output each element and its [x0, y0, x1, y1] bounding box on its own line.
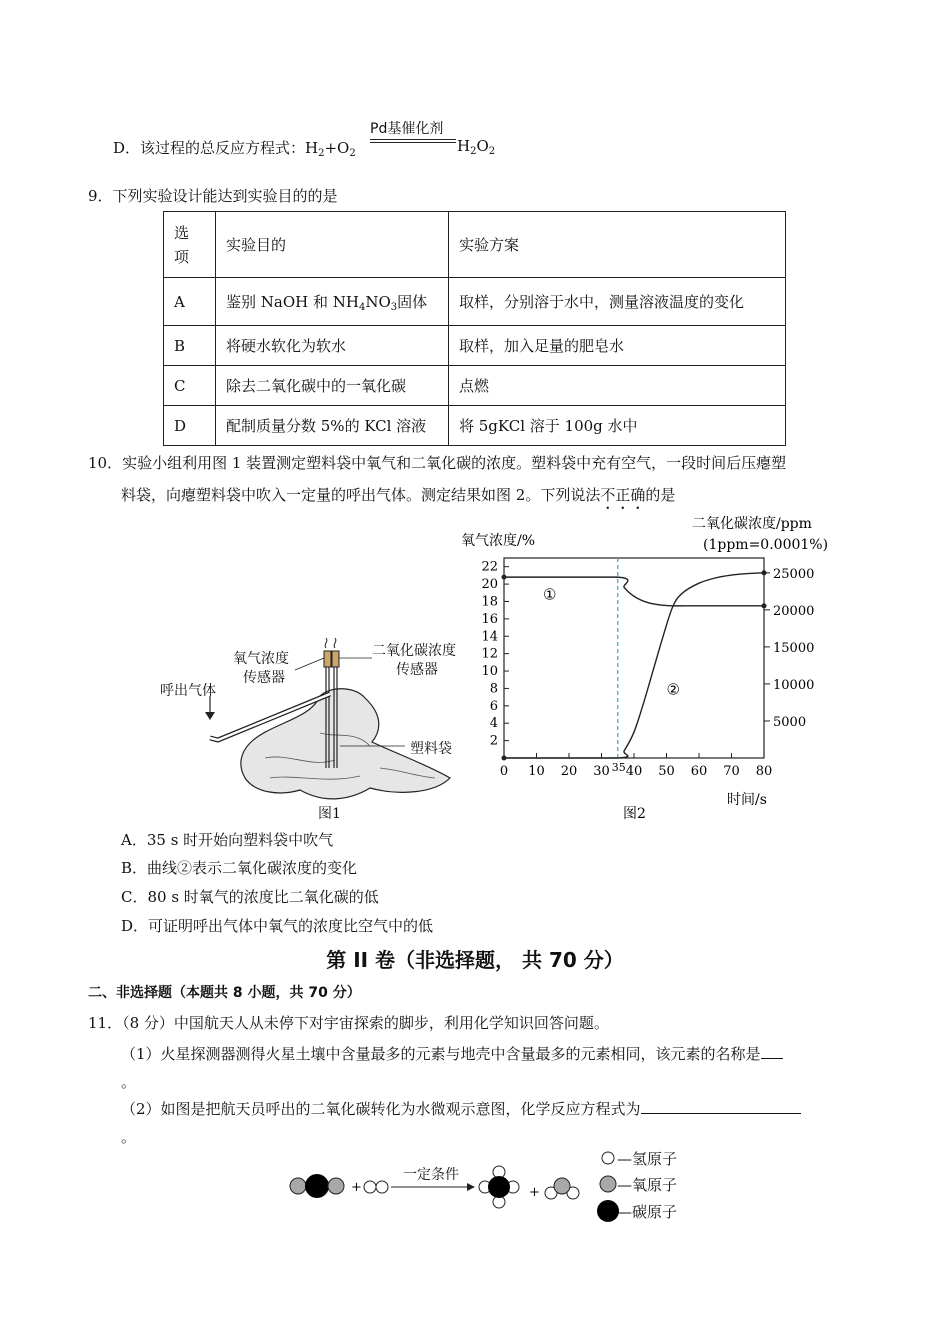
- oxygen-atom: [328, 1178, 344, 1194]
- cell-option: A: [164, 278, 216, 326]
- legend-oxygen-atom: [600, 1176, 616, 1192]
- series-end-marker: [762, 570, 767, 575]
- y-left-axis-label: 氧气浓度/%: [461, 533, 536, 549]
- x-tick-label: 50: [658, 764, 675, 779]
- y-left-tick-label: 14: [481, 629, 498, 645]
- y-left-tick-label: 12: [481, 646, 498, 662]
- label-co2-sensor-1: 二氧化碳浓度: [372, 643, 456, 659]
- x-tick-label: 40: [625, 764, 643, 779]
- series-end-marker: [762, 603, 767, 608]
- table-header-row: [164, 212, 786, 278]
- table-row: [164, 278, 786, 326]
- y-left-tick-label: 10: [481, 664, 498, 680]
- x-tick-label: 80: [755, 764, 773, 779]
- q10-line2-a: 料袋，向瘪塑料袋中吹入一定量的呼出气体。测定结果如图 2。下列说法: [121, 486, 601, 504]
- figure-2-chart: [455, 512, 840, 827]
- x-tick-label: 0: [499, 764, 509, 779]
- y-right-axis-label-1: 二氧化碳浓度/ppm: [692, 516, 812, 532]
- answer-blank-2[interactable]: [641, 1099, 801, 1114]
- legend-hydrogen-atom: [602, 1152, 614, 1164]
- y-left-tick-label: 4: [489, 716, 498, 732]
- hydrogen-atom: [364, 1181, 376, 1193]
- chart-caption: 图2: [623, 806, 646, 822]
- cell-option: C: [164, 366, 216, 406]
- y-left-tick-label: 22: [481, 559, 498, 575]
- q10-line2-c: 的是: [645, 486, 676, 504]
- subscript: 3: [390, 301, 398, 313]
- exhaled-arrow-head: [205, 712, 215, 720]
- series-label-1: ①: [543, 585, 557, 604]
- cell-purpose: [216, 278, 449, 326]
- experiment-table: [163, 211, 786, 446]
- purpose-b: NO: [365, 292, 391, 311]
- cell-plan: 取样，分别溶于水中，测量溶液温度的变化: [449, 278, 786, 326]
- legend-carbon-atom: [597, 1200, 619, 1222]
- q11-part1-text: （1）火星探测器测得火星土壤中含量最多的元素与地壳中含量最多的元素相同，该元素的名称是: [121, 1045, 761, 1063]
- label-exhaled-gas: 呼出气体: [160, 683, 216, 699]
- q10-option-b: B．曲线②表示二氧化碳浓度的变化: [121, 859, 358, 877]
- q10-option-d: D．可证明呼出气体中氧气的浓度比空气中的低: [121, 917, 434, 935]
- plus-sign: +: [351, 1180, 362, 1195]
- cell-option: B: [164, 326, 216, 366]
- legend-oxygen-label: —氧原子: [617, 1176, 678, 1194]
- oxygen-atom: [554, 1178, 570, 1194]
- q11-stem: 11．（8 分）中国航天人从未停下对宇宙探索的脚步，利用化学知识回答问题。: [88, 1014, 609, 1032]
- carbon-atom: [305, 1174, 329, 1198]
- product-o: O: [476, 137, 489, 155]
- reaction-arrow-head: [467, 1183, 475, 1191]
- q8-d-prefix: D．该过程的总反应方程式：H: [113, 139, 319, 157]
- y-right-tick-label: 25000: [773, 566, 815, 582]
- x-tick-label: 30: [593, 764, 610, 779]
- purpose-c: 固体: [397, 292, 428, 311]
- oxygen-atom: [290, 1178, 306, 1194]
- x-tick-label-extra: 35: [611, 761, 626, 774]
- label-o2-sensor-2: 传感器: [243, 670, 285, 686]
- x-tick-label: 70: [723, 764, 740, 779]
- q10-line2: [121, 484, 675, 513]
- emphasized-not-correct: 不正确: [600, 486, 646, 504]
- header-option: [164, 212, 216, 278]
- cell-plan: 点燃: [449, 366, 786, 406]
- legend-hydrogen-label: —氢原子: [617, 1150, 678, 1168]
- subscript: 2: [488, 146, 496, 157]
- cell-plan: 取样，加入足量的肥皂水: [449, 326, 786, 366]
- x-tick-label: 60: [690, 764, 708, 779]
- subscript: 2: [470, 146, 477, 157]
- y-right-tick-label: 20000: [773, 603, 815, 619]
- label-co2-sensor-2: 传感器: [396, 662, 438, 678]
- section-2-title: 第 II 卷（非选择题， 共 70 分）: [326, 948, 624, 972]
- answer-blank-1[interactable]: [761, 1044, 783, 1059]
- cell-plan: 将 5gKCl 溶于 100g 水中: [449, 406, 786, 446]
- q11-part1-end: 。: [121, 1073, 137, 1091]
- q8-d-product: [457, 137, 495, 157]
- q11-part2: [121, 1098, 801, 1119]
- q10-option-c: C．80 s 时氧气的浓度比二氧化碳的低: [121, 888, 379, 906]
- subscript: 2: [349, 148, 356, 159]
- header-plan: 实验方案: [449, 212, 786, 278]
- series-label-2: ②: [666, 680, 680, 699]
- purpose-a: 鉴别 NaOH 和 NH: [226, 292, 359, 311]
- o2-sensor-head: [324, 651, 331, 667]
- y-right-tick-label: 5000: [773, 714, 807, 730]
- header-option-line2: 项: [174, 247, 190, 266]
- y-left-tick-label: 6: [489, 698, 498, 714]
- q10-option-a: A．35 s 时开始向塑料袋中吹气: [121, 831, 334, 849]
- reaction-line-top: [370, 139, 456, 140]
- header-option-line1: 选: [174, 223, 190, 242]
- table-row: [164, 406, 786, 446]
- sensor-wires: [325, 638, 336, 648]
- table-row: [164, 326, 786, 366]
- y-left-tick-label: 20: [481, 577, 498, 593]
- y-right-tick-label: 10000: [773, 677, 815, 693]
- y-right-tick-label: 15000: [773, 640, 815, 656]
- q11-part2-end: 。: [121, 1128, 137, 1146]
- reaction-condition: 一定条件: [403, 1167, 459, 1183]
- y-left-tick-label: 8: [489, 681, 498, 697]
- q8-d-mid: +O: [324, 139, 350, 157]
- series-start-marker: [502, 756, 507, 761]
- cell-purpose: 配制质量分数 5%的 KCl 溶液: [216, 406, 449, 446]
- plus-sign: +: [529, 1185, 540, 1200]
- q11-part1: [121, 1043, 783, 1064]
- x-tick-label: 20: [560, 764, 578, 779]
- cell-option: D: [164, 406, 216, 446]
- subscript: 4: [358, 301, 366, 313]
- y-left-tick-label: 16: [481, 611, 498, 627]
- table-row: [164, 366, 786, 406]
- y-left-tick-label: 18: [481, 594, 498, 610]
- carbon-atom: [488, 1176, 510, 1198]
- y-left-tick-label: 2: [489, 733, 498, 749]
- o2-leader: [295, 658, 324, 670]
- co2-sensor-head: [332, 651, 339, 667]
- series-start-marker: [502, 575, 507, 580]
- q11-part2-text: （2）如图是把航天员呼出的二氧化碳转化为水微观示意图，化学反应方程式为: [121, 1100, 641, 1118]
- section-2-header: 二、非选择题（本题共 8 小题，共 70 分）: [88, 985, 361, 1001]
- hydrogen-atom: [376, 1181, 388, 1193]
- subscript: 2: [318, 148, 325, 159]
- x-axis-label: 时间/s: [727, 792, 767, 808]
- catalyst-label: Pd基催化剂: [370, 121, 444, 137]
- q8-option-d: [113, 137, 356, 159]
- cell-purpose: 将硬水软化为软水: [216, 326, 449, 366]
- label-plastic-bag: 塑料袋: [410, 741, 452, 757]
- q10-line1: 10．实验小组利用图 1 装置测定塑料袋中氧气和二氧化碳的浓度。塑料袋中充有空气，一段时间后压瘪塑: [88, 454, 787, 472]
- figure-1-caption: 图1: [318, 806, 341, 822]
- reaction-line-bottom: [370, 142, 456, 143]
- legend-carbon-label: —碳原子: [617, 1203, 678, 1221]
- product-h: H: [457, 137, 471, 155]
- label-o2-sensor-1: 氧气浓度: [233, 651, 289, 667]
- cell-purpose: 除去二氧化碳中的一氧化碳: [216, 366, 449, 406]
- header-purpose: 实验目的: [216, 212, 449, 278]
- x-tick-label: 10: [528, 764, 545, 779]
- q9-stem: 9．下列实验设计能达到实验目的的是: [88, 187, 338, 205]
- y-right-axis-label-2: (1ppm=0.0001%): [703, 537, 829, 553]
